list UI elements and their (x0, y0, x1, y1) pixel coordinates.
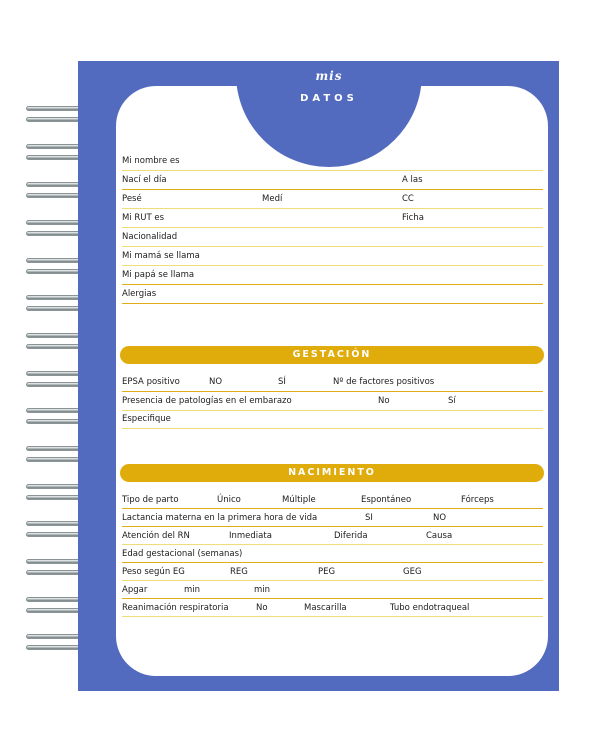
field-row-tipo-parto[interactable] (122, 491, 543, 509)
option-geg[interactable]: GEG (403, 567, 422, 577)
field-row-especifique[interactable] (122, 410, 543, 429)
option-diferida[interactable]: Diferida (334, 531, 368, 541)
field-label: Medí (262, 194, 283, 204)
field-label: Mi RUT es (122, 213, 165, 223)
field-label: min (184, 585, 201, 595)
field-row-atencion-rn[interactable] (122, 527, 543, 545)
field-row-epsa[interactable] (122, 373, 543, 392)
option-no[interactable]: No (378, 396, 390, 406)
field-row-lactancia[interactable] (122, 509, 543, 527)
field-row-alergias[interactable] (122, 285, 543, 304)
field-label: Ficha (402, 213, 424, 223)
field-label: EPSA positivo (122, 377, 180, 387)
section-header-nacimiento: NACIMIENTO (120, 464, 544, 482)
field-row-papa[interactable] (122, 266, 543, 285)
field-row-patologias[interactable] (122, 392, 543, 411)
field-label: Mi papá se llama (122, 270, 195, 280)
option-si[interactable]: SI (365, 513, 373, 523)
field-label: Lactancia materna en la primera hora de vida (122, 513, 318, 523)
field-label: Peso según EG (122, 567, 185, 577)
option-forceps[interactable]: Fórceps (461, 495, 494, 505)
field-label: Nº de factores positivos (333, 377, 435, 387)
option-no[interactable]: NO (209, 377, 223, 387)
field-label: Mi mamá se llama (122, 251, 200, 261)
option-no[interactable]: No (256, 603, 268, 613)
field-row-nacionalidad[interactable] (122, 228, 543, 247)
field-label: Mi nombre es (122, 156, 180, 166)
field-label: Causa (426, 531, 453, 541)
field-label: CC (402, 194, 414, 204)
field-label: Reanimación respiratoria (122, 603, 229, 613)
field-row-reanimacion[interactable] (122, 599, 543, 617)
option-peg[interactable]: PEG (318, 567, 336, 577)
field-label: Pesé (122, 194, 142, 204)
option-si[interactable]: Sí (448, 396, 456, 406)
option-tubo-endotraqueal[interactable]: Tubo endotraqueal (390, 603, 470, 613)
field-row-apgar[interactable] (122, 581, 543, 599)
option-espontaneo[interactable]: Espontáneo (361, 495, 412, 505)
option-unico[interactable]: Único (217, 495, 241, 505)
field-row-peso-eg[interactable] (122, 563, 543, 581)
field-label: A las (402, 175, 423, 185)
field-row-rut[interactable] (122, 209, 543, 228)
field-label: Especifique (122, 414, 171, 424)
option-mascarilla[interactable]: Mascarilla (304, 603, 347, 613)
page-title: DATOS (300, 93, 358, 104)
field-label: Atención del RN (122, 531, 190, 541)
field-label: Nací el día (122, 175, 167, 185)
option-inmediata[interactable]: Inmediata (229, 531, 272, 541)
option-multiple[interactable]: Múltiple (282, 495, 316, 505)
field-label: Edad gestacional (semanas) (122, 549, 243, 559)
field-label: Apgar (122, 585, 148, 595)
field-row-edad-gestacional[interactable] (122, 545, 543, 563)
field-label: min (254, 585, 271, 595)
field-row-nacimiento[interactable] (122, 171, 543, 190)
field-label: Alergias (122, 289, 157, 299)
field-row-peso[interactable] (122, 190, 543, 209)
option-si[interactable]: SÍ (278, 377, 286, 387)
option-no[interactable]: NO (433, 513, 447, 523)
field-label: Presencia de patologías en el embarazo (122, 396, 292, 406)
option-reg[interactable]: REG (230, 567, 248, 577)
header-script: mis (315, 69, 343, 83)
field-label: Tipo de parto (122, 495, 179, 505)
field-row-nombre[interactable] (122, 152, 543, 171)
section-header-gestacion: GESTACIÓN (120, 346, 544, 364)
field-label: Nacionalidad (122, 232, 178, 242)
field-row-mama[interactable] (122, 247, 543, 266)
